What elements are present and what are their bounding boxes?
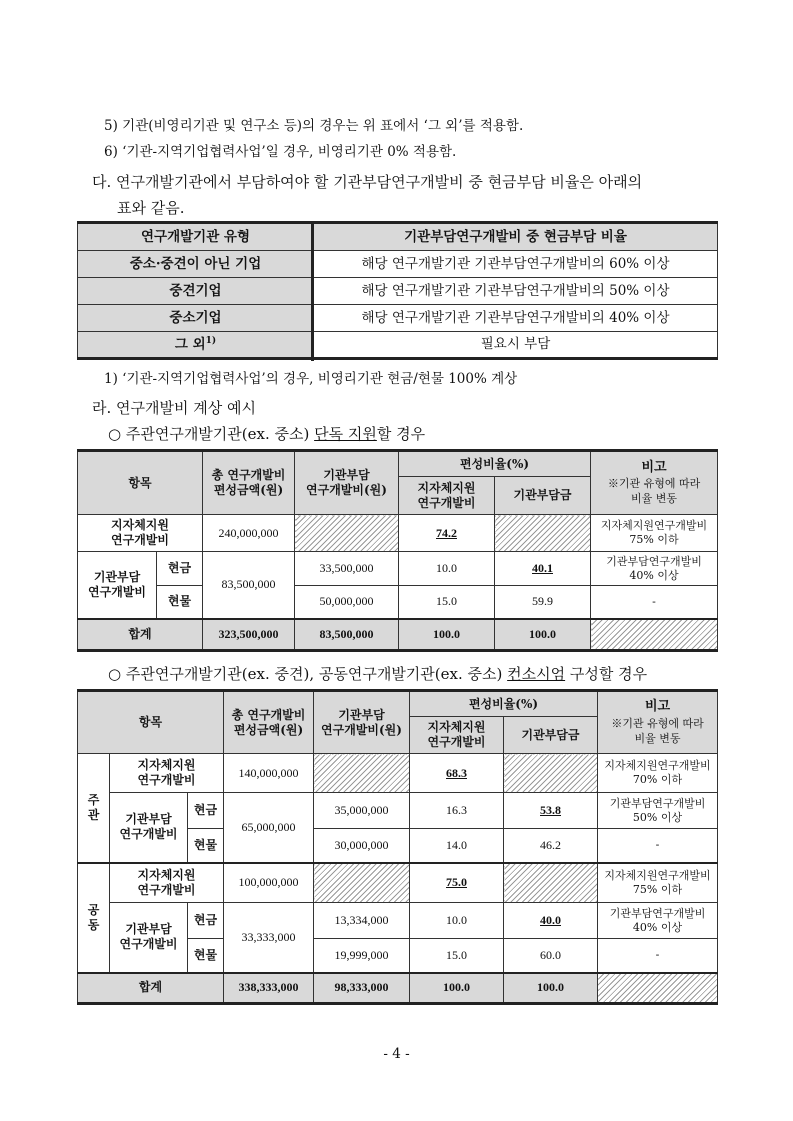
header-remark bbox=[598, 691, 718, 754]
row-kind-label: 현물 bbox=[157, 586, 203, 619]
header-item: 항목 bbox=[78, 691, 224, 754]
section-da-line2: 표와 같음. bbox=[117, 199, 185, 217]
header-total-l2: 편성금액(원) bbox=[213, 483, 284, 497]
case2-heading-underlined: 컨소시엄 bbox=[507, 665, 566, 683]
case1-heading-suffix: 할 경우 bbox=[376, 425, 426, 443]
cell-sum-instshare: 100.0 bbox=[495, 619, 591, 651]
table1-type: 중견기업 bbox=[78, 278, 314, 305]
table1-ratio: 해당 연구개발기관 기관부담연구개발비의 50% 이상 bbox=[314, 278, 718, 305]
cell-cash-note-l1: 기관부담연구개발비 bbox=[606, 554, 702, 568]
row-inst-l2: 연구개발비 bbox=[88, 584, 146, 599]
cell-cash-amt: 35,000,000 bbox=[314, 793, 410, 829]
header-local bbox=[410, 717, 504, 754]
page-number: - 4 - bbox=[383, 1046, 410, 1062]
row-local-l2: 연구개발비 bbox=[137, 773, 196, 787]
cell-local-note bbox=[598, 754, 718, 793]
case1-heading-underlined: 단독 지원 bbox=[314, 425, 377, 443]
group-main-l2: 관 bbox=[87, 807, 100, 822]
cell-cash-note-l1: 기관부담연구개발비 bbox=[609, 796, 706, 810]
cell-local-note-l2: 75% 이하 bbox=[629, 533, 679, 546]
cell-local-note-l2: 75% 이하 bbox=[632, 882, 683, 896]
group-joint-label bbox=[78, 863, 110, 973]
header-remark-title: 비고 bbox=[644, 699, 671, 715]
cell-sum-inst: 83,500,000 bbox=[295, 619, 399, 651]
header-remark-note2: 비율 변동 bbox=[631, 492, 678, 506]
case1-heading bbox=[108, 423, 425, 444]
cell-cash-local: 10.0 bbox=[410, 903, 504, 939]
cell-local-total: 140,000,000 bbox=[224, 754, 314, 793]
row-inst-l2: 연구개발비 bbox=[119, 937, 178, 952]
cell-cash-amt: 13,334,000 bbox=[314, 903, 410, 939]
row-inst-l2: 연구개발비 bbox=[119, 827, 178, 842]
cell-local-ratio: 75.0 bbox=[410, 863, 504, 903]
footnote-marker: 1) bbox=[205, 335, 217, 346]
cell-local-note bbox=[598, 863, 718, 903]
header-local-l2: 연구개발비 bbox=[417, 495, 476, 510]
cell-hatched bbox=[504, 754, 598, 793]
header-ratio: 편성비율(%) bbox=[399, 451, 591, 477]
cell-cash-amt: 33,500,000 bbox=[295, 552, 399, 586]
table1-header-ratio: 기관부담연구개발비 중 현금부담 비율 bbox=[314, 223, 718, 251]
header-local bbox=[399, 477, 495, 515]
case2-budget-table bbox=[77, 689, 718, 1005]
cell-sum-total: 323,500,000 bbox=[203, 619, 295, 651]
header-instshare: 기관부담금 bbox=[504, 717, 598, 754]
header-ratio: 편성비율(%) bbox=[410, 691, 598, 717]
cell-sum-inst: 98,333,000 bbox=[314, 973, 410, 1004]
case2-heading-suffix: 구성할 경우 bbox=[569, 665, 648, 683]
header-remark-title: 비고 bbox=[641, 459, 667, 475]
cell-kind-note: - bbox=[598, 939, 718, 973]
cell-cash-local: 10.0 bbox=[399, 552, 495, 586]
cell-local-total: 240,000,000 bbox=[203, 515, 295, 552]
header-inst bbox=[314, 691, 410, 754]
header-inst-l2: 연구개발비(원) bbox=[306, 483, 387, 497]
header-total bbox=[224, 691, 314, 754]
row-local-label bbox=[110, 754, 224, 793]
cell-cash-note-l2: 40% 이상 bbox=[629, 568, 679, 582]
cell-hatched bbox=[598, 973, 718, 1004]
cell-inst-total: 83,500,000 bbox=[203, 552, 295, 619]
table1-ratio: 해당 연구개발기관 기관부담연구개발비의 60% 이상 bbox=[314, 251, 718, 278]
row-kind-label: 현물 bbox=[188, 829, 224, 863]
case2-heading-prefix: ○ 주관연구개발기관(ex. 중견), 공동연구개발기관(ex. 중소) bbox=[108, 665, 503, 683]
row-local-l2: 연구개발비 bbox=[111, 533, 169, 547]
table1-type-label: 그 외 bbox=[174, 336, 206, 353]
cell-hatched bbox=[591, 619, 718, 651]
header-remark-note1: ※기관 유형에 따라 bbox=[611, 716, 704, 730]
header-remark-note1: ※기관 유형에 따라 bbox=[607, 477, 701, 491]
table1-ratio: 필요시 부담 bbox=[314, 332, 718, 359]
cell-local-ratio: 68.3 bbox=[410, 754, 504, 793]
case2-heading bbox=[108, 663, 647, 684]
header-local-l2: 연구개발비 bbox=[427, 735, 486, 749]
row-sum-label: 합계 bbox=[78, 973, 224, 1004]
header-inst-l1: 기관부담 bbox=[338, 707, 385, 722]
header-total bbox=[203, 451, 295, 515]
cell-cash-note bbox=[598, 903, 718, 939]
cell-cash-local: 16.3 bbox=[410, 793, 504, 829]
cell-sum-instshare: 100.0 bbox=[504, 973, 598, 1004]
cell-local-note bbox=[591, 515, 718, 552]
row-kind-label: 현물 bbox=[188, 939, 224, 973]
cash-ratio-table bbox=[77, 221, 718, 360]
header-local-l1: 지자체지원 bbox=[417, 480, 476, 495]
row-inst-l1: 기관부담 bbox=[125, 812, 172, 827]
row-cash-label: 현금 bbox=[188, 793, 224, 829]
cell-cash-inst: 40.1 bbox=[495, 552, 591, 586]
header-remark bbox=[591, 451, 718, 515]
row-local-l2: 연구개발비 bbox=[137, 882, 196, 897]
cell-kind-local: 15.0 bbox=[410, 939, 504, 973]
row-inst-label bbox=[110, 903, 188, 973]
header-total-l1: 총 연구개발비 bbox=[211, 468, 286, 482]
cell-local-note-l1: 지자체지원연구개발비 bbox=[600, 519, 708, 533]
cell-kind-inst: 60.0 bbox=[504, 939, 598, 973]
table1-ratio: 해당 연구개발기관 기관부담연구개발비의 40% 이상 bbox=[314, 305, 718, 332]
header-item: 항목 bbox=[78, 451, 203, 515]
cell-sum-local: 100.0 bbox=[399, 619, 495, 651]
cell-kind-local: 14.0 bbox=[410, 829, 504, 863]
row-local-l1: 지자체지원 bbox=[137, 867, 196, 882]
cell-kind-inst: 46.2 bbox=[504, 829, 598, 863]
header-local-l1: 지자체지원 bbox=[427, 720, 486, 734]
cell-kind-amt: 19,999,000 bbox=[314, 939, 410, 973]
row-local-l1: 지자체지원 bbox=[137, 758, 196, 772]
row-inst-l1: 기관부담 bbox=[125, 922, 172, 937]
group-joint-l1: 공 bbox=[87, 902, 100, 917]
cell-hatched bbox=[295, 515, 399, 552]
table1-footnote: 1) ‘기관-지역기업협력사업’의 경우, 비영리기관 현금/현물 100% 계상 bbox=[104, 371, 518, 387]
cell-cash-note bbox=[598, 793, 718, 829]
group-joint-l2: 동 bbox=[87, 917, 100, 932]
cell-cash-note bbox=[591, 552, 718, 586]
cell-local-note-l1: 지자체지원연구개발비 bbox=[604, 759, 711, 773]
note-6: 6) ‘기관-지역기업협력사업’일 경우, 비영리기관 0% 적용함. bbox=[104, 144, 457, 160]
row-local-label bbox=[110, 863, 224, 903]
cell-inst-total: 65,000,000 bbox=[224, 793, 314, 863]
cell-sum-total: 338,333,000 bbox=[224, 973, 314, 1004]
case1-budget-table bbox=[77, 449, 718, 652]
header-instshare: 기관부담금 bbox=[495, 477, 591, 515]
header-inst-l1: 기관부담 bbox=[323, 468, 370, 482]
group-main-label bbox=[78, 754, 110, 863]
cell-hatched bbox=[504, 863, 598, 903]
cell-kind-local: 15.0 bbox=[399, 586, 495, 619]
cell-local-note-l2: 70% 이하 bbox=[632, 773, 683, 786]
note-5: 5) 기관(비영리기관 및 연구소 등)의 경우는 위 표에서 ‘그 외’를 적용함. bbox=[104, 118, 524, 134]
section-da-line1: 다. 연구개발기관에서 부담하여야 할 기관부담연구개발비 중 현금부담 비율은 아래의 bbox=[92, 173, 643, 191]
header-total-l2: 편성금액(원) bbox=[233, 722, 304, 737]
row-inst-label bbox=[110, 793, 188, 863]
table1-type bbox=[78, 332, 314, 359]
row-cash-label: 현금 bbox=[157, 552, 203, 586]
cell-local-ratio: 74.2 bbox=[399, 515, 495, 552]
cell-kind-amt: 50,000,000 bbox=[295, 586, 399, 619]
cell-cash-note-l2: 40% 이상 bbox=[632, 920, 683, 934]
cell-hatched bbox=[495, 515, 591, 552]
table1-header-type: 연구개발기관 유형 bbox=[78, 223, 314, 251]
cell-cash-note-l1: 기관부담연구개발비 bbox=[609, 906, 706, 920]
row-cash-label: 현금 bbox=[188, 903, 224, 939]
header-inst bbox=[295, 451, 399, 515]
row-inst-l1: 기관부담 bbox=[93, 569, 141, 584]
cell-local-note-l1: 지자체지원연구개발비 bbox=[604, 869, 711, 882]
table1-type: 중소·중견이 아닌 기업 bbox=[78, 251, 314, 278]
table1-divider bbox=[311, 221, 314, 361]
header-total-l1: 총 연구개발비 bbox=[231, 707, 306, 722]
cell-hatched bbox=[314, 754, 410, 793]
header-remark-note2: 비율 변동 bbox=[634, 731, 681, 745]
cell-kind-note: - bbox=[598, 829, 718, 863]
row-local-label bbox=[78, 515, 203, 552]
table1-type: 중소기업 bbox=[78, 305, 314, 332]
cell-hatched bbox=[314, 863, 410, 903]
case1-heading-prefix: ○ 주관연구개발기관(ex. 중소) bbox=[108, 425, 310, 443]
cell-cash-inst: 40.0 bbox=[504, 903, 598, 939]
row-inst-label bbox=[78, 552, 157, 619]
group-main-l1: 주 bbox=[87, 792, 100, 807]
section-ra-title: 라. 연구개발비 계상 예시 bbox=[92, 399, 256, 417]
row-sum-label: 합계 bbox=[78, 619, 203, 651]
row-local-l1: 지자체지원 bbox=[111, 518, 169, 532]
cell-cash-inst: 53.8 bbox=[504, 793, 598, 829]
header-inst-l2: 연구개발비(원) bbox=[321, 722, 402, 737]
cell-cash-note-l2: 50% 이상 bbox=[632, 810, 683, 824]
cell-kind-amt: 30,000,000 bbox=[314, 829, 410, 863]
cell-kind-inst: 59.9 bbox=[495, 586, 591, 619]
cell-local-total: 100,000,000 bbox=[224, 863, 314, 903]
cell-sum-local: 100.0 bbox=[410, 973, 504, 1004]
cell-inst-total: 33,333,000 bbox=[224, 903, 314, 973]
cell-kind-note: - bbox=[591, 586, 718, 619]
